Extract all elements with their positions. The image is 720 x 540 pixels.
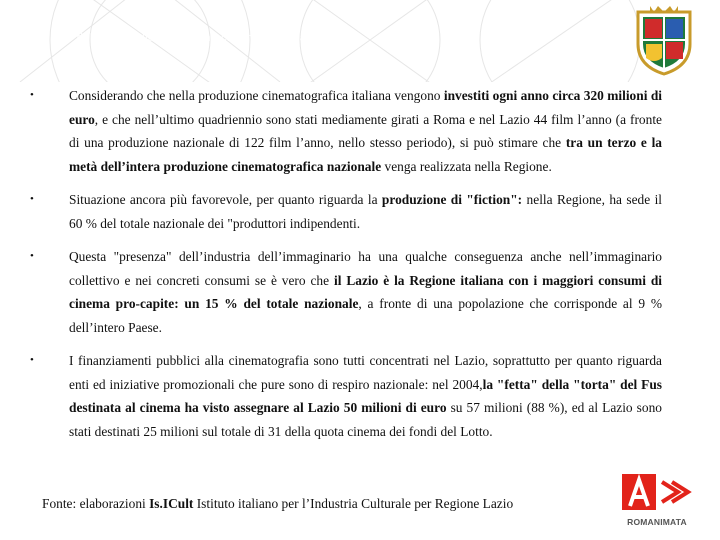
- list-item: • I finanziamenti pubblici alla cinematografia sono tutti concentrati nel Lazio, soprattutto per quanto riguarda enti ed iniziative promozionali che pure sono di respiro nazionale: nel 2004,la "fetta" della "torta" del Fus destinata al cinema ha visto assegnare al Lazio 50 milioni di euro su 57 milioni (88 %), ed al Lazio sono stati destinati 25 milioni sul totale di 31 della quota cinema dei fondi del Lotto.: [30, 349, 662, 443]
- romanimata-logo-icon: [616, 470, 698, 516]
- bullet-list: [30, 84, 662, 453]
- logo-caption: ROMANIMATA: [627, 517, 687, 527]
- list-item: • Situazione ancora più favorevole, per quanto riguarda la produzione di "fiction": nella Regione, ha sede il 60 % del totale nazionale dei "produttori indipendenti.: [30, 188, 662, 235]
- source-note: Fonte: elaborazioni Is.ICult Istituto italiano per l’Industria Culturale per Regione Lazio: [42, 496, 514, 511]
- bullet-icon: •: [30, 89, 34, 101]
- region-lazio-crest-icon: [632, 4, 696, 76]
- bullet-icon: •: [30, 250, 34, 262]
- bullet-icon: •: [30, 354, 34, 366]
- header-banner: [0, 0, 720, 82]
- bullet-icon: •: [30, 193, 34, 205]
- romanimata-logo: [616, 470, 698, 532]
- list-item: • Considerando che nella produzione cinematografica italiana vengono investiti ogni anno circa 320 milioni di euro, e che nell’ultimo quadriennio sono stati mediamente girati a Roma e nel Lazio 44 film l’anno (a fronte di una produzione nazionale di 122 film l’anno, nello stesso periodo), si può stimare che tra un terzo e la metà dell’intera produzione cinematografica nazionale venga realizzata nella Regione.: [30, 84, 662, 178]
- slide-title: Ruolo del Lazio nella produzione cinematografica nazionale: [42, 32, 362, 44]
- list-item: • Questa "presenza" dell’industria dell’immaginario ha una qualche conseguenza anche nell’immaginario collettivo e nei concreti consumi se è vero che il Lazio è la Regione italiana con i maggiori consumi di cinema pro-capite: un 15 % del totale nazionale, a fronte di una popolazione che corrisponde al 9 % dell’intero Paese.: [30, 245, 662, 339]
